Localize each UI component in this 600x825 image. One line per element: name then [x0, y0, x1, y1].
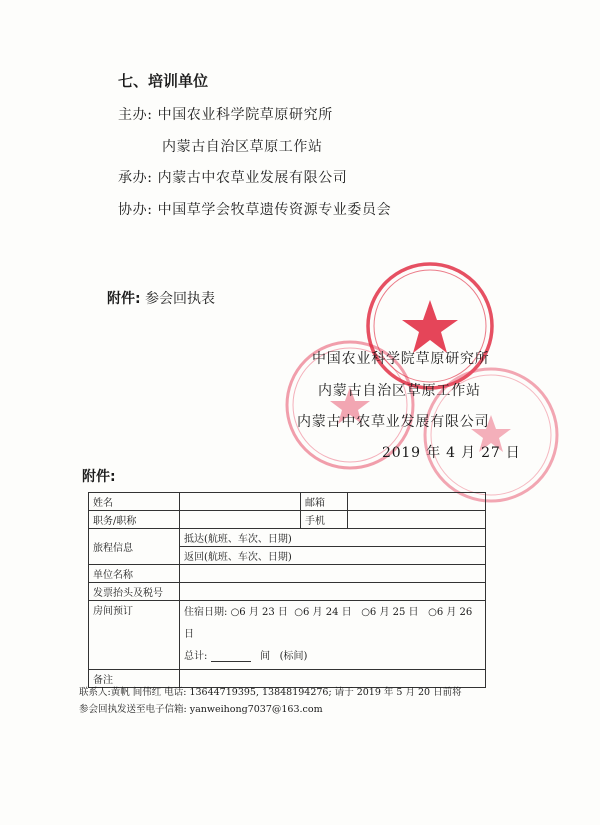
coorg-row [118, 199, 391, 219]
section-title: 七、培训单位 [118, 72, 209, 90]
phone-field[interactable] [348, 511, 486, 529]
total-label: 总计: [184, 651, 208, 662]
form-row-arrive [89, 529, 486, 547]
email-label: 邮箱 [301, 493, 348, 511]
total-input[interactable] [211, 651, 251, 662]
invoice-field[interactable] [180, 583, 486, 601]
invoice-label: 发票抬头及税号 [89, 583, 180, 601]
signature-org-2: 内蒙古自治区草原工作站 [318, 383, 481, 399]
name-field[interactable] [180, 493, 301, 511]
date-option-23[interactable]: ○6 月 23 日 [230, 607, 288, 618]
footer-line-1: 联系人:黄帆 间伟红 电话: 13644719395, 13848194276; 请于 2019 年 5 月 20 日前将 [79, 687, 462, 698]
form-row-room [89, 601, 486, 670]
host-org-1: 中国农业科学院草原研究所 [157, 107, 333, 123]
form-row-position [89, 511, 486, 529]
room-field [180, 601, 486, 670]
date-option-25[interactable]: ○6 月 25 日 [361, 607, 419, 618]
form-row-name [89, 493, 486, 511]
date-option-24[interactable]: ○6 月 24 日 [294, 607, 352, 618]
position-label: 职务/职称 [89, 511, 180, 529]
footer-note [79, 684, 519, 718]
date-option-26[interactable]: ○6 月 26 日 [184, 607, 473, 640]
host-label: 主办: [118, 107, 153, 123]
footer-line-2: 参会回执发送至电子信箱: yanweihong7037@163.com [79, 704, 323, 715]
room-unit: 间 [260, 651, 271, 662]
total-row [184, 646, 481, 668]
form-title: 附件: [82, 469, 116, 485]
host-row [118, 104, 333, 124]
phone-label: 手机 [301, 511, 348, 529]
attachment-label: 附件: [107, 291, 141, 307]
signature-date: 2019 年 4 月 27 日 [382, 445, 521, 461]
unit-label: 单位名称 [89, 565, 180, 583]
coorg-label: 协办: [118, 202, 153, 218]
position-field[interactable] [180, 511, 301, 529]
attachment-line [107, 288, 215, 308]
attachment-name: 参会回执表 [145, 291, 216, 307]
email-field[interactable] [348, 493, 486, 511]
unit-field[interactable] [180, 565, 486, 583]
registration-form [88, 492, 486, 688]
return-field[interactable]: 返回(航班、车次、日期) [180, 547, 486, 565]
signature-org-1: 中国农业科学院草原研究所 [312, 351, 490, 367]
travel-label: 旅程信息 [89, 529, 180, 565]
form-row-invoice [89, 583, 486, 601]
room-type: (标间) [279, 651, 308, 662]
host-org-2: 内蒙古自治区草原工作站 [162, 139, 323, 155]
undertake-org: 内蒙古中农草业发展有限公司 [157, 170, 348, 186]
undertake-label: 承办: [118, 170, 153, 186]
signature-org-3: 内蒙古中农草业发展有限公司 [297, 414, 490, 430]
undertake-row [118, 167, 347, 187]
coorg-org: 中国草学会牧草遗传资源专业委员会 [157, 202, 392, 218]
room-label: 房间预订 [89, 601, 180, 670]
name-label: 姓名 [89, 493, 180, 511]
stay-dates-row [184, 602, 481, 646]
remark-label: 备注 [89, 670, 180, 688]
arrive-field[interactable]: 抵达(航班、车次、日期) [180, 529, 486, 547]
form-row-unit [89, 565, 486, 583]
stay-label: 住宿日期: [184, 607, 228, 618]
